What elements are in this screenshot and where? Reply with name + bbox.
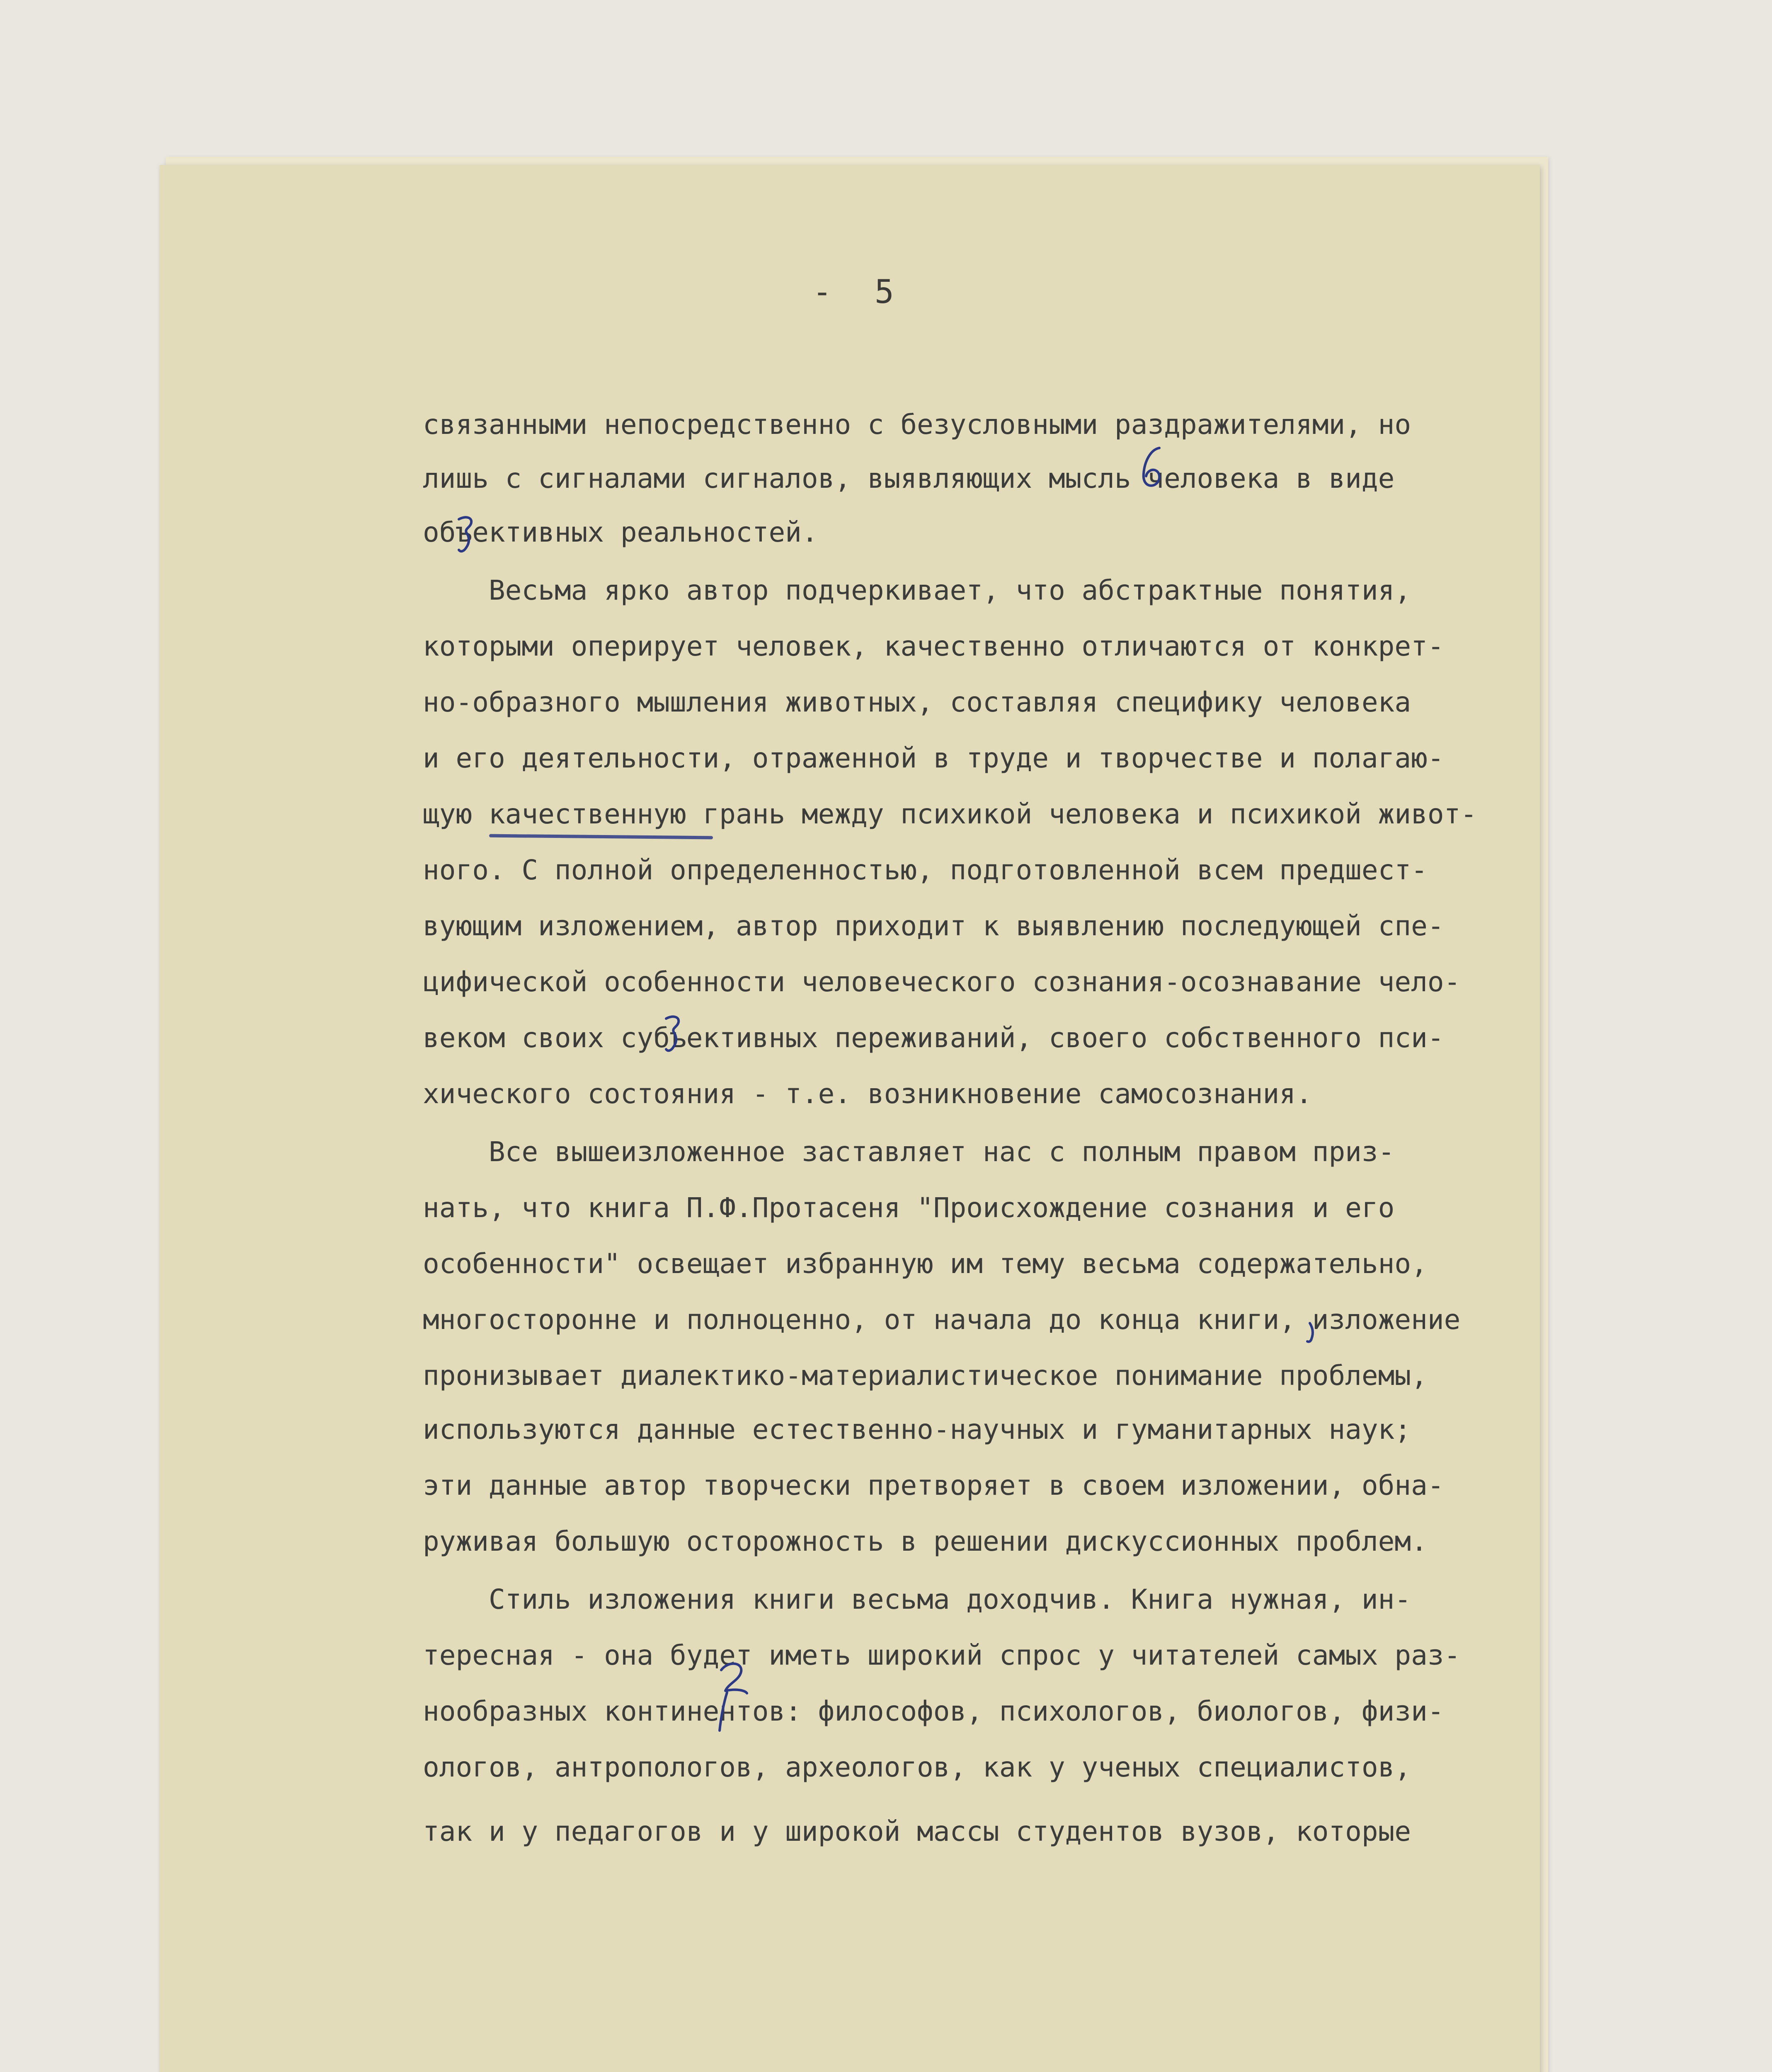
text-line: Все вышеизложенное заставляет нас с полным правом приз- [423,1136,1395,1168]
text-line: Весьма ярко автор подчеркивает, что абстрактные понятия, [423,574,1411,606]
text-line: но-образного мышления животных, составляя специфику человека [423,686,1411,718]
text-line: и его деятельности, отраженной в труде и творчестве и полагаю- [423,742,1444,774]
text-line: вующим изложением, автор приходит к выявлению последующей спе- [423,910,1444,942]
text-line: особенности" освещает избранную им тему весьма содержательно, [423,1248,1428,1280]
text-line: хического состояния - т.е. возникновение самосознания. [423,1078,1312,1110]
page-number: - 5 [812,274,906,311]
pen-correction-mark [661,1011,690,1057]
text-line: цифической особенности человеческого сознания-осознавание чело- [423,966,1461,998]
text-line: ологов, антропологов, археологов, как у ученых специалистов, [423,1751,1411,1783]
paper-sheet [160,165,1540,2072]
text-line: лишь с сигналами сигналов, выявляющих мысль человека в виде [423,462,1395,494]
pen-correction-mark [454,512,483,557]
text-line: нать, что книга П.Ф.Протасеня "Происхождение сознания и его [423,1192,1395,1224]
text-line: нообразных континентов: философов, психологов, биологов, физи- [423,1695,1444,1727]
text-line: связанными непосредственно с безусловными раздражителями, но [423,409,1411,441]
text-line: тересная - она будет иметь широкий спрос у читателей самых раз- [423,1639,1461,1671]
text-line: ного. С полной определенностью, подготовленной всем предшест- [423,854,1428,886]
text-line: Стиль изложения книги весьма доходчив. Книга нужная, ин- [423,1583,1411,1615]
text-line: так и у педагогов и у широкой массы студентов вузов, которые [423,1815,1411,1847]
text-line: которыми оперирует человек, качественно отличаются от конкрет- [423,630,1444,662]
text-line: используются данные естественно-научных и гуманитарных наук; [423,1414,1411,1445]
pen-correction-mark [709,1658,754,1736]
text-line: объективных реальностей. [423,516,818,548]
text-line: щую качественную грань между психикой человека и психикой живот- [423,798,1477,830]
text-line: веком своих субъективных переживаний, своего собственного пси- [423,1022,1444,1054]
text-line: руживая большую осторожность в решении дискуссионных проблем. [423,1525,1428,1557]
text-line: многосторонне и полноценно, от начала до конца книги, изложение [423,1304,1461,1336]
text-line: эти данные автор творчески претворяет в своем изложении, обна- [423,1469,1444,1501]
pen-correction-mark [1134,445,1171,491]
pen-comma-mark [1302,1320,1322,1345]
text-line: пронизывает диалектико-материалистическое понимание проблемы, [423,1360,1428,1392]
